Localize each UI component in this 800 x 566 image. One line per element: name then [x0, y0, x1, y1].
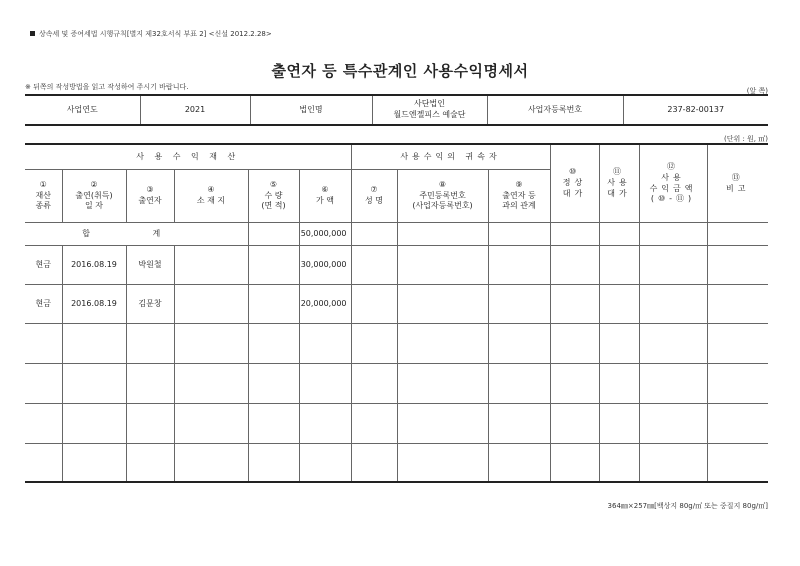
property-value: 30,000,000: [299, 246, 351, 285]
corp-value-line2: 월드엔젤피스 예술단: [393, 110, 466, 119]
law-reference-text: 상속세 및 증여세법 시행규칙[별지 제32호서식 부표 2] <신설 2012.2.28>: [39, 30, 272, 38]
corp-label: 법인명: [250, 95, 372, 125]
property-type: 현금: [25, 246, 62, 285]
col-header-donor: ③ 출연자: [126, 170, 174, 223]
col-header-location: ④ 소 재 지: [174, 170, 248, 223]
col-header-profit-amount: ⑫ 사용 수익금액 (⑩-⑪): [639, 144, 707, 223]
col-header-value: ⑥ 가 액: [299, 170, 351, 223]
group-header-property: 사 용 수 익 재 산: [25, 144, 351, 170]
square-bullet-icon: [30, 31, 35, 36]
empty-row: [25, 324, 768, 364]
corp-value: [372, 95, 487, 125]
col-header-relationship: ⑨ 출연자 등 과의 관계: [488, 170, 550, 223]
usage-profit-table: [25, 143, 768, 483]
empty-row: [25, 444, 768, 483]
empty-row: [25, 364, 768, 404]
instruction-note: ※ 뒤쪽의 작성방법을 읽고 작성하여 주시기 바랍니다.: [25, 83, 189, 91]
year-label: 사업연도: [25, 95, 140, 125]
page-title: 출연자 등 특수관계인 사용수익명세서: [271, 62, 529, 80]
form-law-reference: [30, 29, 272, 39]
total-row: [25, 223, 768, 246]
total-label: 합 계: [25, 223, 248, 246]
table-row: [25, 246, 768, 285]
biz-number-label: 사업자등록번호: [487, 95, 623, 125]
property-type: 현금: [25, 285, 62, 324]
col-header-normal-price: ⑩ 정상 대가: [550, 144, 599, 223]
unit-note: (단위 : 원, ㎡): [723, 135, 768, 143]
group-header-beneficiary: 사용수익의 귀속자: [351, 144, 550, 170]
corp-value-line1: 사단법인: [414, 99, 445, 109]
page-side-note: (앞 쪽): [746, 87, 768, 95]
biz-number-value: 237-82-00137: [623, 95, 768, 125]
empty-row: [25, 404, 768, 444]
paper-spec-footer: 364㎜×257㎜[백상지 80g/㎡ 또는 중질지 80g/㎡]: [607, 502, 768, 510]
year-value: 2021: [140, 95, 250, 125]
col-header-quantity: ⑤ 수 량 (면 적): [248, 170, 299, 223]
donor-name: 김문창: [126, 285, 174, 324]
col-header-remarks: ⑬ 비고: [707, 144, 768, 223]
col-header-usage-price: ⑪ 사용 대가: [599, 144, 639, 223]
col-header-property-type: ① 재산 종류: [25, 170, 62, 223]
donation-date: 2016.08.19: [62, 246, 126, 285]
col-header-name: ⑦ 성 명: [351, 170, 397, 223]
total-value: 50,000,000: [299, 223, 351, 246]
donor-name: 박원철: [126, 246, 174, 285]
table-row: [25, 285, 768, 324]
property-value: 20,000,000: [299, 285, 351, 324]
donation-date: 2016.08.19: [62, 285, 126, 324]
col-header-donation-date: ② 출연(취득) 일 자: [62, 170, 126, 223]
business-info-table: [25, 94, 768, 126]
col-header-registration-number: ⑧ 주민등록번호 (사업자등록번호): [397, 170, 488, 223]
